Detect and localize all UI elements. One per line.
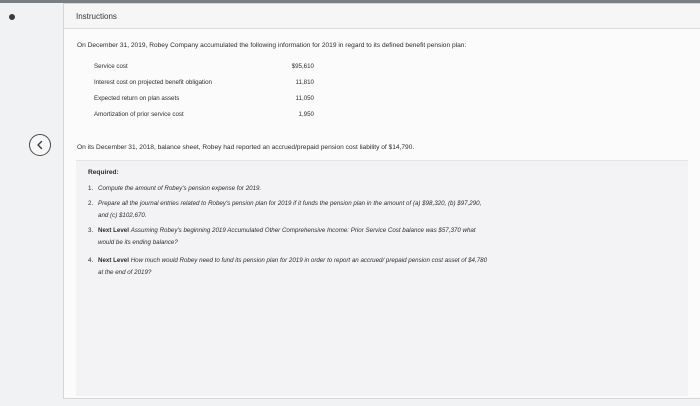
item-text-cont: and (c) $102,670. [98, 212, 147, 219]
item-text: How much would Robey need to fund its pension plan for 2019 in order to report an accrued/ prepaid pension cost asset of $4,780 [130, 257, 488, 264]
instructions-panel [63, 3, 700, 399]
side-strip [0, 3, 58, 406]
required-item-1 [88, 183, 558, 195]
info-row [94, 63, 314, 79]
back-button[interactable] [29, 134, 51, 156]
info-value: $95,610 [291, 63, 314, 70]
info-row [94, 79, 314, 95]
item-number: 3. [88, 227, 94, 234]
info-label: Expected return on plan assets [94, 95, 180, 102]
info-label: Interest cost on projected benefit obligation [94, 79, 212, 86]
item-text: Assuming Robey's beginning 2019 Accumulated Other Comprehensive Income: Prior Service Cost balance was $57,370 what [130, 227, 476, 234]
info-label: Service cost [94, 63, 128, 70]
panel-header [64, 4, 700, 29]
panel-title: Instructions [76, 12, 117, 21]
item-number: 4. [88, 257, 94, 264]
info-row [94, 111, 314, 127]
intro-text: On December 31, 2019, Robey Company accumulated the following information for 2019 in regard to its defined benefit pension plan: [77, 42, 467, 49]
required-title: Required: [88, 169, 119, 176]
info-table [94, 63, 314, 127]
info-label: Amortization of prior service cost [94, 111, 184, 118]
info-row [94, 95, 314, 111]
required-section [76, 160, 688, 396]
item-number: 2. [88, 200, 94, 207]
info-value: 1,950 [298, 111, 314, 118]
dot-icon [9, 14, 15, 20]
info-value: 11,810 [295, 79, 314, 86]
required-item-2 [88, 198, 558, 222]
next-level-label: Next Level [98, 227, 129, 234]
next-level-label: Next Level [98, 257, 129, 264]
required-item-4 [88, 255, 558, 279]
item-text-cont: would be its ending balance? [98, 239, 178, 246]
balance-sheet-text: On its December 31, 2018, balance sheet, Robey had reported an accrued/prepaid pension cost liability of $14,790. [77, 144, 415, 151]
chevron-left-icon [35, 140, 45, 150]
item-number: 1. [88, 185, 94, 192]
info-value: 11,050 [295, 95, 314, 102]
item-text: Compute the amount of Robey's pension expense for 2019. [98, 185, 262, 192]
item-text: Prepare all the journal entries related to Robey's pension plan for 2019 if it funds the pension plan in the amount of (a) $98,320, (b) $97,290, [98, 200, 482, 207]
item-text-cont: at the end of 2019? [98, 269, 152, 276]
required-item-3 [88, 225, 558, 249]
